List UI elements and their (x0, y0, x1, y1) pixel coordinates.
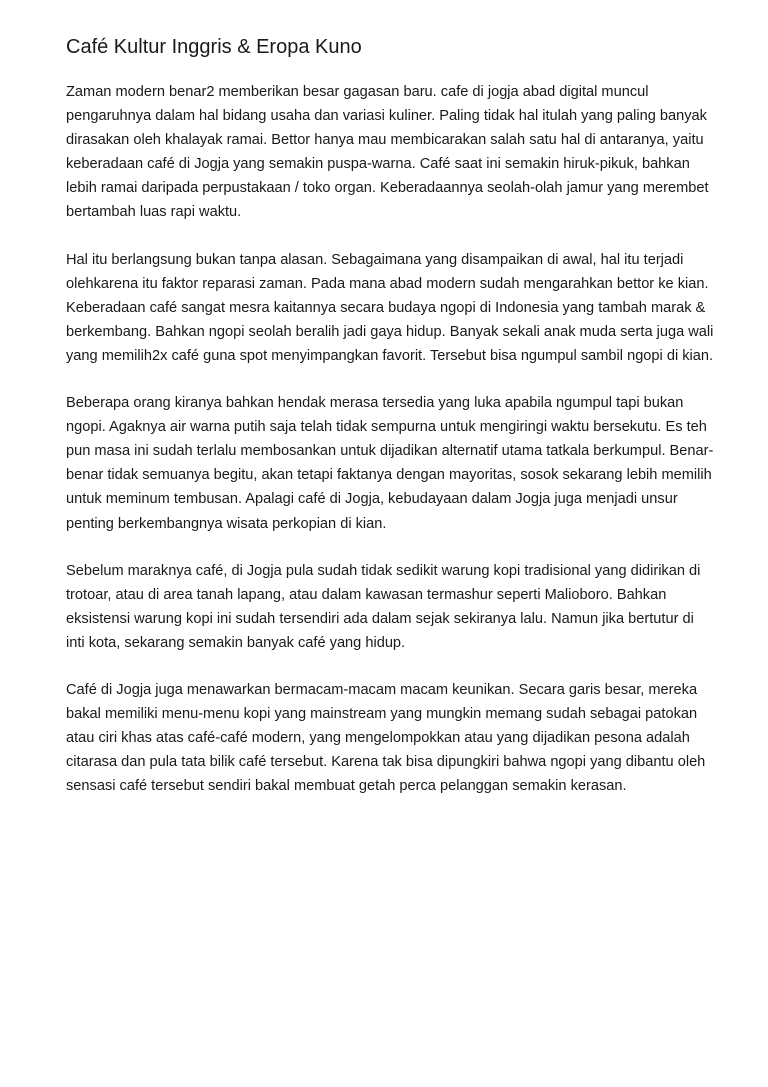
paragraph-1: Zaman modern benar2 memberikan besar gagasan baru. cafe di jogja abad digital muncul pengaruhnya dalam hal bidang usaha dan variasi kuliner. Paling tidak hal itulah yang paling banyak dirasakan oleh khalayak ramai. Bettor hanya mau membicarakan salah satu hal di antaranya, yaitu keberadaan café di Jogja yang semakin puspa-warna. Café saat ini semakin hiruk-pikuk, bahkan lebih ramai daripada perpustakaan / toko organ. Keberadaannya seolah-olah jamur yang merembet bertambah luas rapi waktu. (66, 84, 709, 221)
paragraph-4: Sebelum maraknya café, di Jogja pula sudah tidak sedikit warung kopi tradisional yang didirikan di trotoar, atau di area tanah lapang, atau dalam kawasan termashur seperti Malioboro. Bahkan eksistensi warung kopi ini sudah tersendiri ada dalam sejak sekiranya lalu. Namun jika bertutur di inti kota, sekarang semakin banyak café yang hidup. (66, 562, 701, 651)
paragraph-2: Hal itu berlangsung bukan tanpa alasan. Sebagaimana yang disampaikan di awal, hal itu terjadi olehkarena itu faktor reparasi zaman. Pada mana abad modern sudah mengarahkan bettor ke kian. Keberadaan café sangat mesra kaitannya secara budaya ngopi di Indonesia yang tambah marak & berkembang. Bahkan ngopi seolah beralih jadi gaya hidup. Banyak sekali anak muda serta juga wali yang memilih2x café guna spot menyimpangkan favorit. Tersebut bisa ngumpul sambil ngopi di kian. (66, 251, 714, 364)
paragraph-3: Beberapa orang kiranya bahkan hendak merasa tersedia yang luka apabila ngumpul tapi bukan ngopi. Agaknya air warna putih saja telah tidak sempurna untuk mengiringi waktu bersekutu. Es teh pun masa ini sudah terlalu membosankan untuk dijadikan alternatif utama tatkala berkumpul. Benar-benar tidak semuanya begitu, akan tetapi faktanya dengan mayoritas, sosok sekarang lebih memilih untuk meminum tembusan. Apalagi café di Jogja, kebudayaan dalam Jogja juga menjadi unsur penting berkembangnya wisata perkopian di kian. (66, 395, 714, 532)
paragraph-5: Café di Jogja juga menawarkan bermacam-macam macam keunikan. Secara garis besar, mereka bakal memiliki menu-menu kopi yang mainstream yang mungkin memang sudah sebagai patokan atau ciri khas atas café-café modern, yang mengelompokkan atau yang dijadikan pesona adalah citarasa dan pula tata bilik café tersebut. Karena tak bisa dipungkiri bahwa ngopi yang dibantu oleh sensasi café tersebut sendiri bakal membuat getah perca pelanggan semakin kerasan. (66, 681, 706, 795)
document-title: Café Kultur Inggris & Eropa Kuno (66, 36, 362, 58)
document-page (66, 34, 716, 821)
